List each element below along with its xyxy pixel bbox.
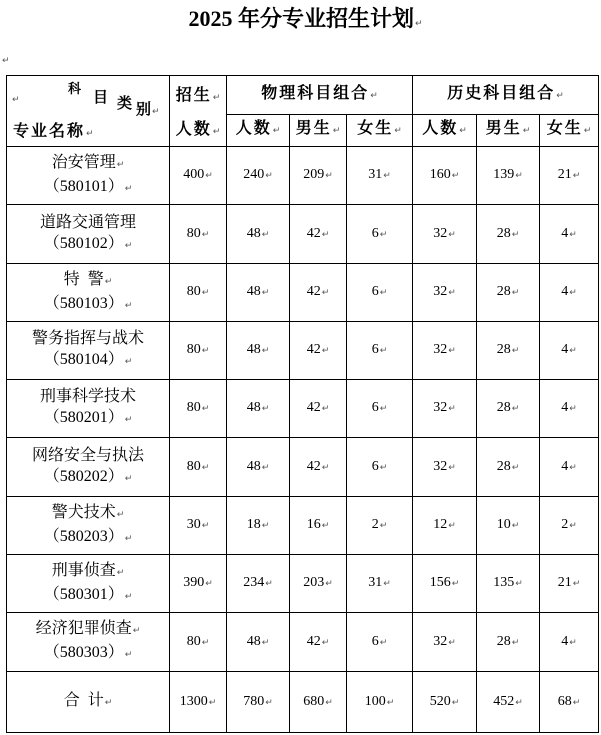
physics-female-cell: [347, 322, 413, 380]
major-code: （580303） ↵: [7, 642, 169, 666]
history-female: 2 ↵: [561, 517, 577, 532]
major-name: 特 警 ↵: [7, 269, 169, 293]
history-group-header: [413, 76, 599, 115]
history-total-cell: [413, 205, 477, 264]
physics-male-cell: [290, 555, 347, 613]
summary-label: 合 计 ↵: [64, 692, 113, 709]
physics-total: 780 ↵: [243, 694, 273, 709]
physics-female-cell: [347, 380, 413, 438]
major-cell: [7, 322, 170, 380]
physics-male: 680 ↵: [303, 694, 333, 709]
column-header: 男生 ↵: [296, 120, 341, 137]
physics-female-cell: [347, 613, 413, 672]
major-cell: [7, 264, 170, 322]
history-male: 452 ↵: [493, 694, 523, 709]
enrollment-total: 80 ↵: [187, 459, 210, 474]
history-female-cell: [540, 555, 599, 613]
enrollment-total-cell: [170, 380, 227, 438]
history-group-label: 历史科目组合 ↵: [447, 85, 564, 102]
paragraph-mark-icon: [1, 54, 10, 66]
history-total: 32 ↵: [433, 342, 456, 357]
physics-total-cell: [227, 380, 290, 438]
enrollment-total: 80 ↵: [187, 226, 210, 241]
history-male-cell: [477, 497, 540, 555]
history-female: 21 ↵: [558, 167, 581, 182]
physics-female: 6 ↵: [372, 284, 388, 299]
major-cell: [7, 147, 170, 205]
enrollment-total: 80 ↵: [187, 284, 210, 299]
history-female-header: [540, 114, 599, 146]
major-cell: [7, 205, 170, 264]
table-row: [7, 497, 599, 555]
physics-male-cell: [290, 147, 347, 205]
physics-female-cell: [347, 205, 413, 264]
major-code: （580102） ↵: [7, 233, 169, 257]
physics-male-cell: [290, 613, 347, 672]
physics-total-cell: [227, 322, 290, 380]
history-total: 32 ↵: [433, 226, 456, 241]
major-code: （580301） ↵: [7, 584, 169, 608]
physics-total: 48 ↵: [247, 226, 270, 241]
physics-total: 18 ↵: [247, 517, 270, 532]
history-male: 135 ↵: [493, 575, 523, 590]
table-row: [7, 555, 599, 613]
physics-male-cell: [290, 438, 347, 497]
summary-label-cell: [7, 672, 170, 733]
corner-header-char: 类: [117, 96, 133, 112]
major-name: 经济犯罪侦查 ↵: [7, 618, 169, 642]
physics-total-cell: [227, 205, 290, 264]
physics-male: 42 ↵: [307, 459, 330, 474]
enrollment-header-cell: [170, 76, 227, 147]
physics-total-cell: [227, 264, 290, 322]
history-total: 520 ↵: [430, 694, 460, 709]
corner-header-char: 科: [68, 81, 82, 96]
table-row: [7, 380, 599, 438]
physics-male-cell: [290, 380, 347, 438]
major-name: 刑事科学技术: [39, 388, 136, 405]
physics-female-cell: [347, 555, 413, 613]
physics-total-cell: [227, 672, 290, 733]
history-total-cell: [413, 672, 477, 733]
history-total-cell: [413, 380, 477, 438]
history-female-cell: [540, 264, 599, 322]
physics-male-cell: [290, 672, 347, 733]
enrollment-header-line1: 招生 ↵: [170, 76, 226, 114]
physics-total: 48 ↵: [247, 284, 270, 299]
physics-male: 42 ↵: [307, 400, 330, 415]
history-male-cell: [477, 438, 540, 497]
physics-female-cell: [347, 147, 413, 205]
enrollment-total-cell: [170, 438, 227, 497]
major-code: （580101） ↵: [7, 176, 169, 200]
document-title: 2025 年分专业招生计划 ↵: [8, 5, 601, 38]
table-row: [7, 613, 599, 672]
physics-count-header: [227, 114, 290, 146]
history-female: 4 ↵: [561, 400, 577, 415]
major-name: 道路交通管理: [39, 213, 136, 231]
history-female: 68 ↵: [558, 694, 581, 709]
major-cell: [7, 497, 170, 555]
physics-male: 203 ↵: [303, 575, 333, 590]
major-code: （580104） ↵: [7, 349, 169, 373]
major-name: 警犬技术 ↵: [7, 502, 169, 526]
physics-group-label: 物理科目组合 ↵: [261, 85, 378, 102]
major-name-header: 专业名称 ↵: [13, 122, 94, 144]
history-male: 28 ↵: [497, 634, 520, 649]
physics-male: 209 ↵: [303, 167, 333, 182]
history-female: 21 ↵: [558, 575, 581, 590]
table-row: [7, 322, 599, 380]
physics-female: 6 ↵: [372, 459, 388, 474]
major-cell: [7, 555, 170, 613]
physics-male-header: [290, 114, 347, 146]
physics-male-cell: [290, 322, 347, 380]
physics-total: 48 ↵: [247, 400, 270, 415]
summary-row: [7, 672, 599, 733]
corner-header-cell: [7, 76, 170, 147]
column-header: 人数 ↵: [422, 120, 467, 137]
enrollment-total-cell: [170, 497, 227, 555]
physics-female-cell: [347, 672, 413, 733]
physics-male: 42 ↵: [307, 284, 330, 299]
physics-female-header: [347, 114, 413, 146]
history-total-cell: [413, 438, 477, 497]
history-male: 28 ↵: [497, 342, 520, 357]
major-code: （580201） ↵: [7, 407, 169, 431]
major-code: （580202） ↵: [7, 466, 169, 490]
history-count-header: [413, 114, 477, 146]
physics-female: 100 ↵: [365, 694, 395, 709]
column-header: 人数 ↵: [236, 120, 281, 137]
history-total: 12 ↵: [433, 517, 456, 532]
major-name: 刑事侦查 ↵: [7, 560, 169, 584]
column-header: 女生 ↵: [357, 120, 402, 137]
history-male-cell: [477, 672, 540, 733]
physics-total: 234 ↵: [243, 575, 273, 590]
physics-total: 48 ↵: [247, 342, 270, 357]
major-cell: [7, 438, 170, 497]
paragraph-mark-icon: [11, 90, 20, 108]
physics-female: 6 ↵: [372, 226, 388, 241]
history-total: 156 ↵: [430, 575, 460, 590]
history-male-cell: [477, 613, 540, 672]
history-total-cell: [413, 555, 477, 613]
major-cell: [7, 380, 170, 438]
history-total: 32 ↵: [433, 634, 456, 649]
history-female: 4 ↵: [561, 284, 577, 299]
history-female: 4 ↵: [561, 634, 577, 649]
history-male: 139 ↵: [493, 167, 523, 182]
history-male-cell: [477, 380, 540, 438]
history-total-cell: [413, 264, 477, 322]
history-female-cell: [540, 497, 599, 555]
enrollment-total: 80 ↵: [187, 342, 210, 357]
history-female-cell: [540, 322, 599, 380]
major-code: （580103） ↵: [7, 293, 169, 317]
enrollment-total: 1300 ↵: [180, 694, 217, 709]
history-male: 10 ↵: [497, 517, 520, 532]
header-row: [7, 76, 599, 115]
physics-group-header: [227, 76, 413, 115]
physics-female: 31 ↵: [368, 167, 391, 182]
physics-total: 240 ↵: [243, 167, 273, 182]
physics-female-cell: [347, 438, 413, 497]
table-row: [7, 205, 599, 264]
enrollment-total: 80 ↵: [187, 400, 210, 415]
physics-total-cell: [227, 613, 290, 672]
history-male-cell: [477, 205, 540, 264]
enrollment-total-cell: [170, 147, 227, 205]
history-female: 4 ↵: [561, 459, 577, 474]
history-male-cell: [477, 322, 540, 380]
column-header: 男生 ↵: [486, 120, 531, 137]
history-female: 4 ↵: [561, 226, 577, 241]
history-total-cell: [413, 147, 477, 205]
history-male: 28 ↵: [497, 459, 520, 474]
physics-male: 42 ↵: [307, 342, 330, 357]
history-male: 28 ↵: [497, 226, 520, 241]
enrollment-total-cell: [170, 672, 227, 733]
major-cell: [7, 613, 170, 672]
enrollment-total-cell: [170, 613, 227, 672]
major-code: （580203） ↵: [7, 526, 169, 550]
history-male: 28 ↵: [497, 284, 520, 299]
physics-male-cell: [290, 205, 347, 264]
history-total: 32 ↵: [433, 459, 456, 474]
history-total-cell: [413, 497, 477, 555]
history-total: 160 ↵: [430, 167, 460, 182]
column-header: 女生 ↵: [547, 120, 592, 137]
physics-total-cell: [227, 147, 290, 205]
table-row: [7, 438, 599, 497]
enrollment-total-cell: [170, 322, 227, 380]
physics-total-cell: [227, 438, 290, 497]
history-female-cell: [540, 613, 599, 672]
history-female-cell: [540, 380, 599, 438]
physics-female: 31 ↵: [368, 575, 391, 590]
table-row: [7, 147, 599, 205]
physics-total-cell: [227, 497, 290, 555]
history-female-cell: [540, 147, 599, 205]
enrollment-total-cell: [170, 555, 227, 613]
physics-female: 6 ↵: [372, 342, 388, 357]
corner-header-char: 别 ↵: [136, 102, 160, 120]
history-female-cell: [540, 205, 599, 264]
physics-female: 6 ↵: [372, 400, 388, 415]
physics-female: 6 ↵: [372, 634, 388, 649]
history-total: 32 ↵: [433, 400, 456, 415]
physics-male: 16 ↵: [307, 517, 330, 532]
physics-total-cell: [227, 555, 290, 613]
major-name: 警务指挥与战术: [31, 330, 144, 347]
major-name: 网络安全与执法: [31, 446, 144, 464]
corner-header-char: 目: [93, 90, 109, 106]
enrollment-header-line2: 人数 ↵: [170, 114, 226, 146]
history-female-cell: [540, 672, 599, 733]
physics-total: 48 ↵: [247, 634, 270, 649]
major-name: 治安管理 ↵: [7, 152, 169, 176]
history-total-cell: [413, 322, 477, 380]
enrollment-total: 80 ↵: [187, 634, 210, 649]
history-male-header: [477, 114, 540, 146]
history-female: 4 ↵: [561, 342, 577, 357]
physics-female-cell: [347, 264, 413, 322]
history-male: 28 ↵: [497, 400, 520, 415]
enrollment-total: 30 ↵: [187, 517, 210, 532]
physics-male: 42 ↵: [307, 634, 330, 649]
enrollment-total-cell: [170, 264, 227, 322]
enrollment-total-cell: [170, 205, 227, 264]
history-total: 32 ↵: [433, 284, 456, 299]
enrollment-total: 400 ↵: [183, 167, 213, 182]
history-male-cell: [477, 555, 540, 613]
history-female-cell: [540, 438, 599, 497]
history-male-cell: [477, 264, 540, 322]
physics-male-cell: [290, 264, 347, 322]
physics-male-cell: [290, 497, 347, 555]
history-male-cell: [477, 147, 540, 205]
physics-female-cell: [347, 497, 413, 555]
physics-total: 48 ↵: [247, 459, 270, 474]
physics-female: 2 ↵: [372, 517, 388, 532]
physics-male: 42 ↵: [307, 226, 330, 241]
enrollment-plan-table: [6, 75, 599, 733]
enrollment-total: 390 ↵: [183, 575, 213, 590]
table-row: [7, 264, 599, 322]
history-total-cell: [413, 613, 477, 672]
